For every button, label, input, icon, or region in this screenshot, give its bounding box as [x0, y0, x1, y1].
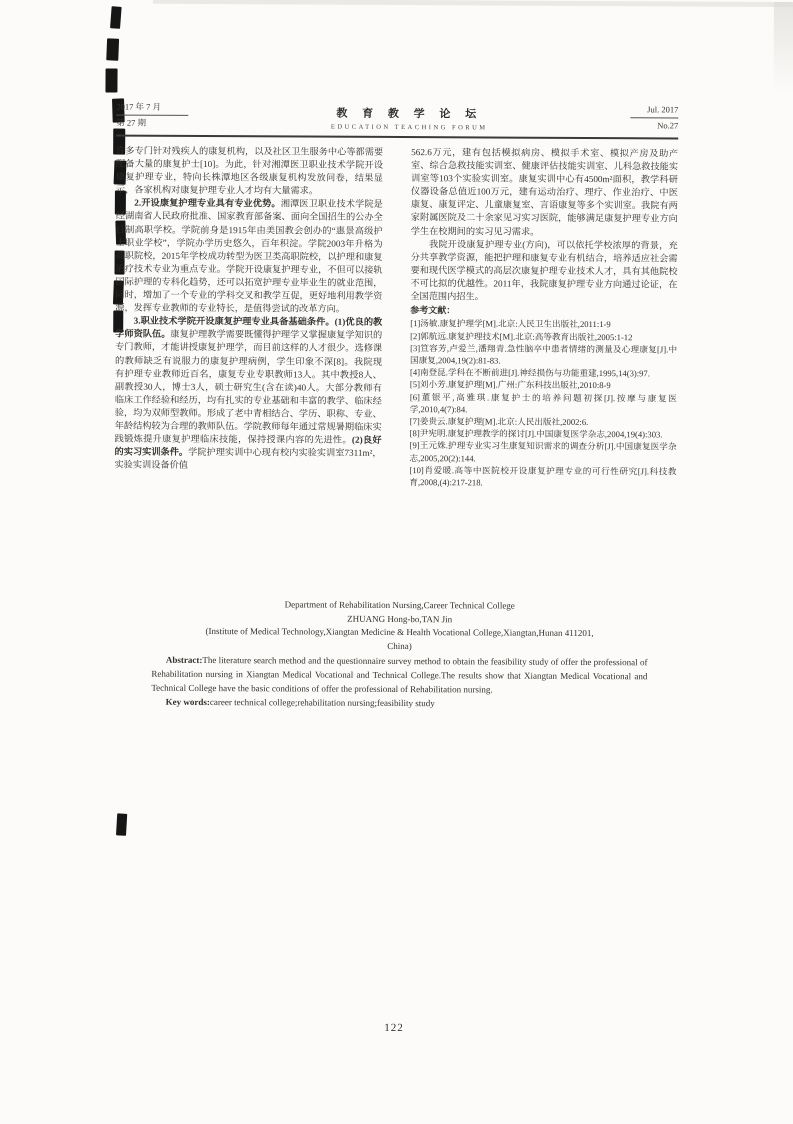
header-left-rule — [116, 115, 188, 116]
reference-item: [3]笪容芳,卢爱兰,潘翔青.急性脑卒中患者情绪的测量及心理康复[J].中国康复,2004,19(2):81-83. — [410, 342, 678, 366]
header-right-rule — [630, 117, 678, 118]
paragraph-conditions-text2: 学院护理实训中心现有校内实验实训室7311m²，实验实训设备价值 — [114, 447, 382, 471]
english-affiliation-line1: (Institute of Medical Technology,Xiangtan Medicine & Health Vocational College,Xiangtan,Hunan 411201, — [205, 626, 594, 639]
header-date-cn: 2017 年 7 月 — [116, 101, 162, 112]
left-column — [114, 145, 383, 489]
paragraph-advantages — [115, 197, 383, 316]
english-keywords — [151, 696, 647, 712]
english-department-line: Department of Rehabilitation Nursing,Career Technical College — [284, 599, 515, 611]
paragraph-conditions-sub1-heading: (1)优良的教学师资队伍。 — [115, 316, 383, 340]
header-center-block — [331, 105, 488, 132]
references-title: 参考文献： — [410, 305, 456, 316]
reference-item: [6]董银平,高雅琪.康复护士的培养问题初探[J].按摩与康复医学,2010,4(7):84. — [409, 391, 677, 415]
paragraph-conclusion: 我院开设康复护理专业(方向)，可以依托学校浓厚的背景，充分共享教学资源，能把护理和康复专业有机结合，培养适应社会需要和现代医学模式的高层次康复护理专业技术人才，具有其他院校不可比拟的优越性。2011年，我院康复护理专业方向通过论证，在全国范围内招生。 — [410, 238, 678, 302]
reference-item: [2]郭航远.康复护理技术[M].北京:高等教育出版社,2005:1-12 — [410, 330, 633, 342]
reference-item: [7]姜贵云.康复护理[M].北京:人民出版社,2002:6. — [409, 416, 589, 427]
journal-title-en: EDUCATION TEACHING FORUM — [330, 123, 488, 132]
header-right-block — [630, 104, 678, 131]
reference-item: [5]刘小芳.康复护理[M].广州:广东科技出版社,2010:8-9 — [409, 379, 611, 391]
header-left-block — [116, 102, 188, 129]
reference-item: [4]南登昆.学科在不断前进[J].神经损伤与功能重建,1995,14(3):97. — [409, 367, 650, 379]
journal-title-cn: 教 育 教 学 论 坛 — [336, 107, 483, 121]
paragraph-continuation: 许多专门针对残疾人的康复机构，以及社区卫生服务中心等都需要配备大量的康复护士[10]。为此，针对湘潭医卫职业技术学院开设康复护理专业，特向长株潭地区各级康复机构发放问卷，结果显示，各家机构对康复护理专业人才均有大量需求。 — [115, 145, 384, 196]
reference-item: [8]尹宪明.康复护理教学的探讨[J].中国康复医学杂志,2004,19(4):303. — [409, 428, 663, 440]
scan-edge-smudge — [153, 0, 793, 7]
abstract-text: The literature search method and the questionnaire survey method to obtain the feasibility study of offer the professional of Rehabilitation nursing in Xiangtan Medical Vocational and Technical College.The results show that Xiangtan Medical Vocational and Technical College have the basic conditions of offer the professional of Rehabilitation nursing. — [151, 655, 648, 695]
paragraph-advantages-text: 湘潭医卫职业技术学院是经湖南省人民政府批准、国家教育部备案、面向全国招生的公办全日制高职学校。学院前身是1915年由美国教会创办的“惠景高级护士职业学校”，学院办学历史悠久，百年积淀。学院2003年升格为高职院校，2015年学校成功转型为医卫类高职院校，以护理和康复治疗技术专业为重点专业。学院开设康复护理专业，不但可以接轨国际护理的专科化趋势，还可以拓宽护理专业毕业生的就业范围，同时，增加了一个专业的学科交叉和教学互促，更好地利用教学资源，发挥专业教师的专业特长，是值得尝试的改革方向。 — [115, 198, 383, 314]
english-authors: ZHUANG Hong-bo,TAN Jin — [347, 613, 453, 624]
references-section — [409, 304, 677, 489]
scan-artifact — [105, 68, 117, 92]
scan-artifact — [116, 813, 127, 836]
reference-item: [10]肖爱暖.高等中医院校开设康复护理专业的可行性研究[J].科技教育,2008,(4):217-218. — [409, 464, 677, 488]
header-issue-cn: 第 27 期 — [116, 117, 147, 128]
reference-item: [9]王元姝.护理专业实习生康复知识需求的调查分析[J].中国康复医学杂志,2005,20(2):144. — [409, 440, 677, 463]
article-body — [114, 145, 678, 490]
journal-header — [116, 102, 678, 140]
english-metadata — [151, 598, 648, 712]
keywords-label: Key words: — [165, 696, 210, 708]
header-issue-en: No.27 — [657, 120, 679, 131]
paragraph-conditions-text1: 康复护理教学需要既懂得护理学又掌握康复学知识的专门教师，才能讲授康复护理学，而目前这样的人才很少。选修课的教师缺乏有说服力的康复护理病例，学生印象不深[8]。我院现有护理专业教师近百名，康复专业专职教师13人。其中教授8人、副教授30人，博士3人，硕士研究生(含在读)40人。大部分教师有临床工作经验和经历，均有扎实的专业基础和丰富的教学、临床经验，均为双师型教师。形成了老中青相结合、学历、职称、专业、年龄结构较为合理的教师队伍。学院教师每年通过常规暑期临床实践锻炼提升康复护理临床技能，保持授课内容的先进性。 — [114, 329, 383, 445]
right-column — [409, 146, 678, 490]
english-affiliation-line2: China) — [387, 640, 412, 651]
paragraph-conditions — [114, 315, 382, 474]
reference-item: [1]汤敏.康复护理学[M].北京:人民卫生出版社,2011:1-9 — [410, 318, 611, 330]
keywords-text: career technical college;rehabilitation nursing;feasibility study — [209, 697, 435, 709]
page-number: 122 — [384, 1021, 404, 1035]
paragraph-conditions-heading: 3.职业技术学院开设康复护理专业具备基础条件。 — [133, 315, 335, 327]
english-abstract — [151, 654, 647, 697]
scan-corner-smudge — [773, 2, 793, 92]
scan-artifact — [110, 6, 122, 29]
paragraph-conditions-sub2-heading: (2)良好的实习实训条件。 — [114, 434, 382, 458]
abstract-label: Abstract: — [165, 655, 203, 666]
scan-artifact — [106, 38, 119, 60]
paragraph-facilities: 562.6万元，建有包括模拟病房、模拟手术室、模拟产房及助产室、综合急救技能实训室、健康评估技能实训室、儿科急救技能实训室等103个实验实训室。康复实训中心有4500m²面积，教学科研仪器设备总值近100万元，建有运动治疗、理疗、作业治疗、中医康复、康复评定、儿童康复室、言语康复等多个实训室。我院有两家附属医院及二十余家见习实习医院，能够满足康复护理专业方向学生在校期间的实习见习需求。 — [410, 147, 679, 237]
header-date-en: Jul. 2017 — [647, 104, 679, 115]
paragraph-advantages-heading: 2.开设康复护理专业具有专业优势。 — [134, 197, 281, 209]
